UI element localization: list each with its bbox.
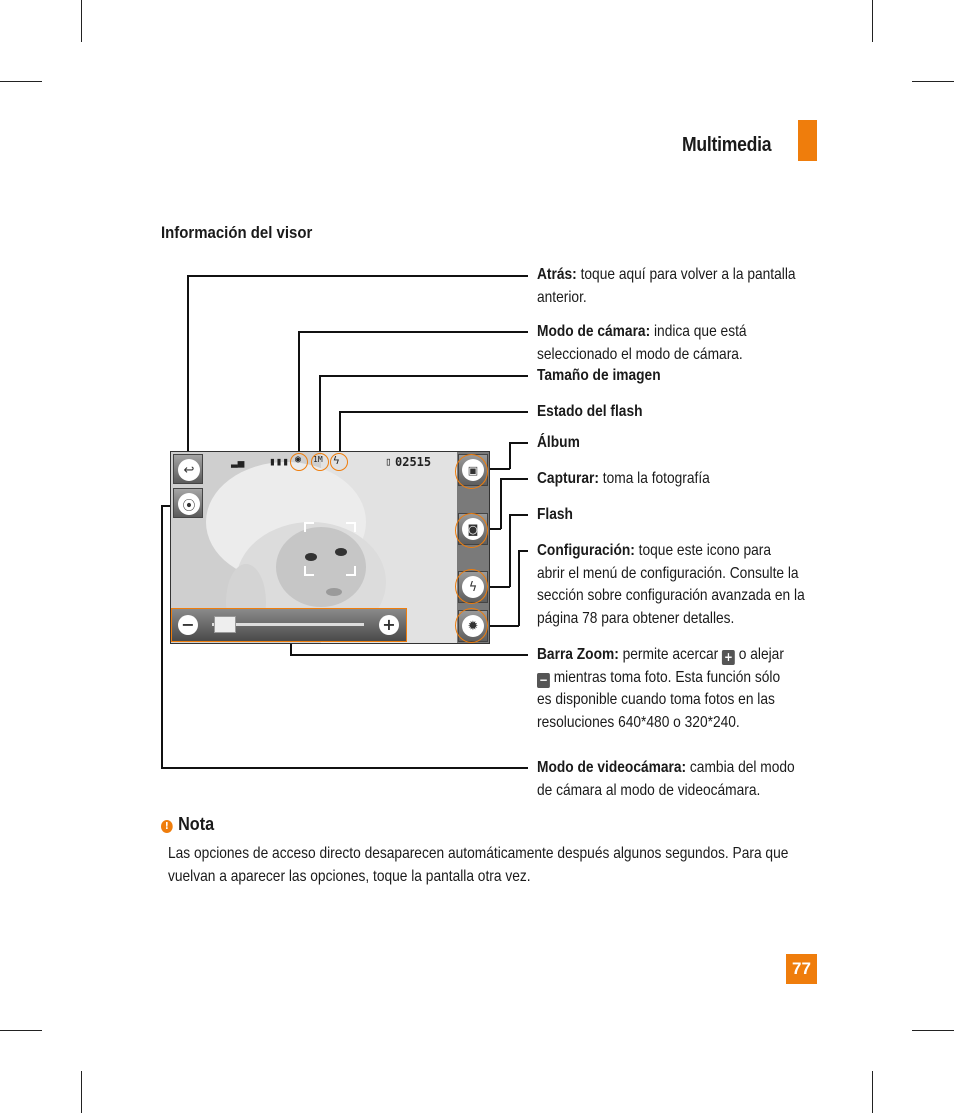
crop-mark [912,81,954,82]
note-heading: ! Nota [161,814,214,835]
crop-mark [872,1071,873,1113]
callout-album: Álbum [537,434,580,451]
highlight-flash-status [330,453,348,471]
leader-video-v [161,505,163,768]
zoom-bar[interactable] [171,608,407,642]
zoom-out-inline-icon: − [537,673,550,688]
camera-mode-icon: ◉ [295,454,302,465]
shots-remaining: 02515 [395,455,432,469]
leader-tamano-h [319,375,528,377]
highlight-flash [455,569,488,604]
subheading: Información del visor [161,223,313,242]
leader-atras-v [187,275,189,453]
crop-mark [0,1030,42,1031]
leader-flash-estado-h [339,411,528,413]
image-size-icon: 1M [313,455,323,464]
video-camera-icon: ⦿ [178,493,200,515]
callout-zoom: Barra Zoom: permite acercar + o alejar − mientras toma foto. Esta función sólo es disponible cuando toma fotos en las resoluciones 640*480 o 320*240. [537,646,784,731]
leader-flash-estado-v [339,411,341,455]
leader-config-h2 [488,625,519,627]
crop-mark [872,0,873,42]
crop-mark [0,81,42,82]
leader-video-h [161,767,528,769]
highlight-album [455,454,488,489]
battery-icon: ▮▮▮ [269,455,289,468]
leader-config-v [518,550,520,626]
camera-viewfinder [170,451,490,644]
zoom-out-icon[interactable]: − [178,615,198,635]
warning-icon: ! [161,820,173,833]
video-mode-button[interactable] [173,488,203,518]
leader-tamano-v [319,375,321,455]
camera-icon: ◙ [462,518,484,540]
callout-video: Modo de videocámara: cambia del modo de cámara al modo de videocámara. [537,759,795,799]
callout-capturar: Capturar: toma la fotografía [537,470,710,487]
callout-flash: Flash [537,506,573,523]
highlight-settings [455,608,488,643]
callout-flash-estado: Estado del flash [537,403,643,420]
crop-mark [81,0,82,42]
leader-config-h [518,550,528,552]
crop-mark [912,1030,954,1031]
callout-tamano: Tamaño de imagen [537,367,661,384]
section-marker [798,120,817,161]
leader-flash-h2 [488,586,510,588]
callout-atras: Atrás: toque aquí para volver a la pantalla anterior. [537,266,796,306]
memory-icon: ▯ [385,455,392,468]
leader-flash-h [509,514,528,516]
crop-mark [81,1071,82,1113]
signal-icon: ▂▄ [231,455,245,468]
lightning-icon: ϟ [462,576,484,598]
leader-atras-h [187,275,528,277]
callout-modo-camara: Modo de cámara: indica que está seleccionado el modo de cámara. [537,323,747,363]
album-icon: ▣ [462,459,484,481]
leader-album-h2 [488,468,510,470]
highlight-capture [455,513,488,548]
callout-configuracion: Configuración: toque este icono para abrir el menú de configuración. Consulte la sección sobre configuración avanzada en la página 78 para obtener detalles. [537,542,805,627]
leader-album-h [509,442,528,444]
back-arrow-icon: ↩ [178,459,200,481]
note-text: Las opciones de acceso directo desaparecen automáticamente después algunos segundos. Para que vuelvan a aparecer las opciones, toque la pantalla otra vez. [168,845,789,885]
section-title: Multimedia [682,134,772,156]
leader-flash-v [509,514,511,587]
back-button[interactable] [173,454,203,484]
leader-modo-h [298,331,528,333]
leader-modo-v [298,331,300,454]
leader-album-v [509,442,511,469]
leader-capturar-h [500,478,528,480]
zoom-in-icon[interactable]: + [379,615,399,635]
zoom-in-inline-icon: + [722,650,735,665]
highlight-image-size [311,453,329,471]
leader-zoom-h [290,654,528,656]
page-number: 77 [786,954,817,984]
flash-status-icon: ϟ [333,454,340,467]
gear-icon: ✹ [462,615,484,637]
zoom-handle[interactable] [214,616,236,633]
leader-capturar-v [500,478,502,529]
highlight-camera-mode [290,453,308,471]
